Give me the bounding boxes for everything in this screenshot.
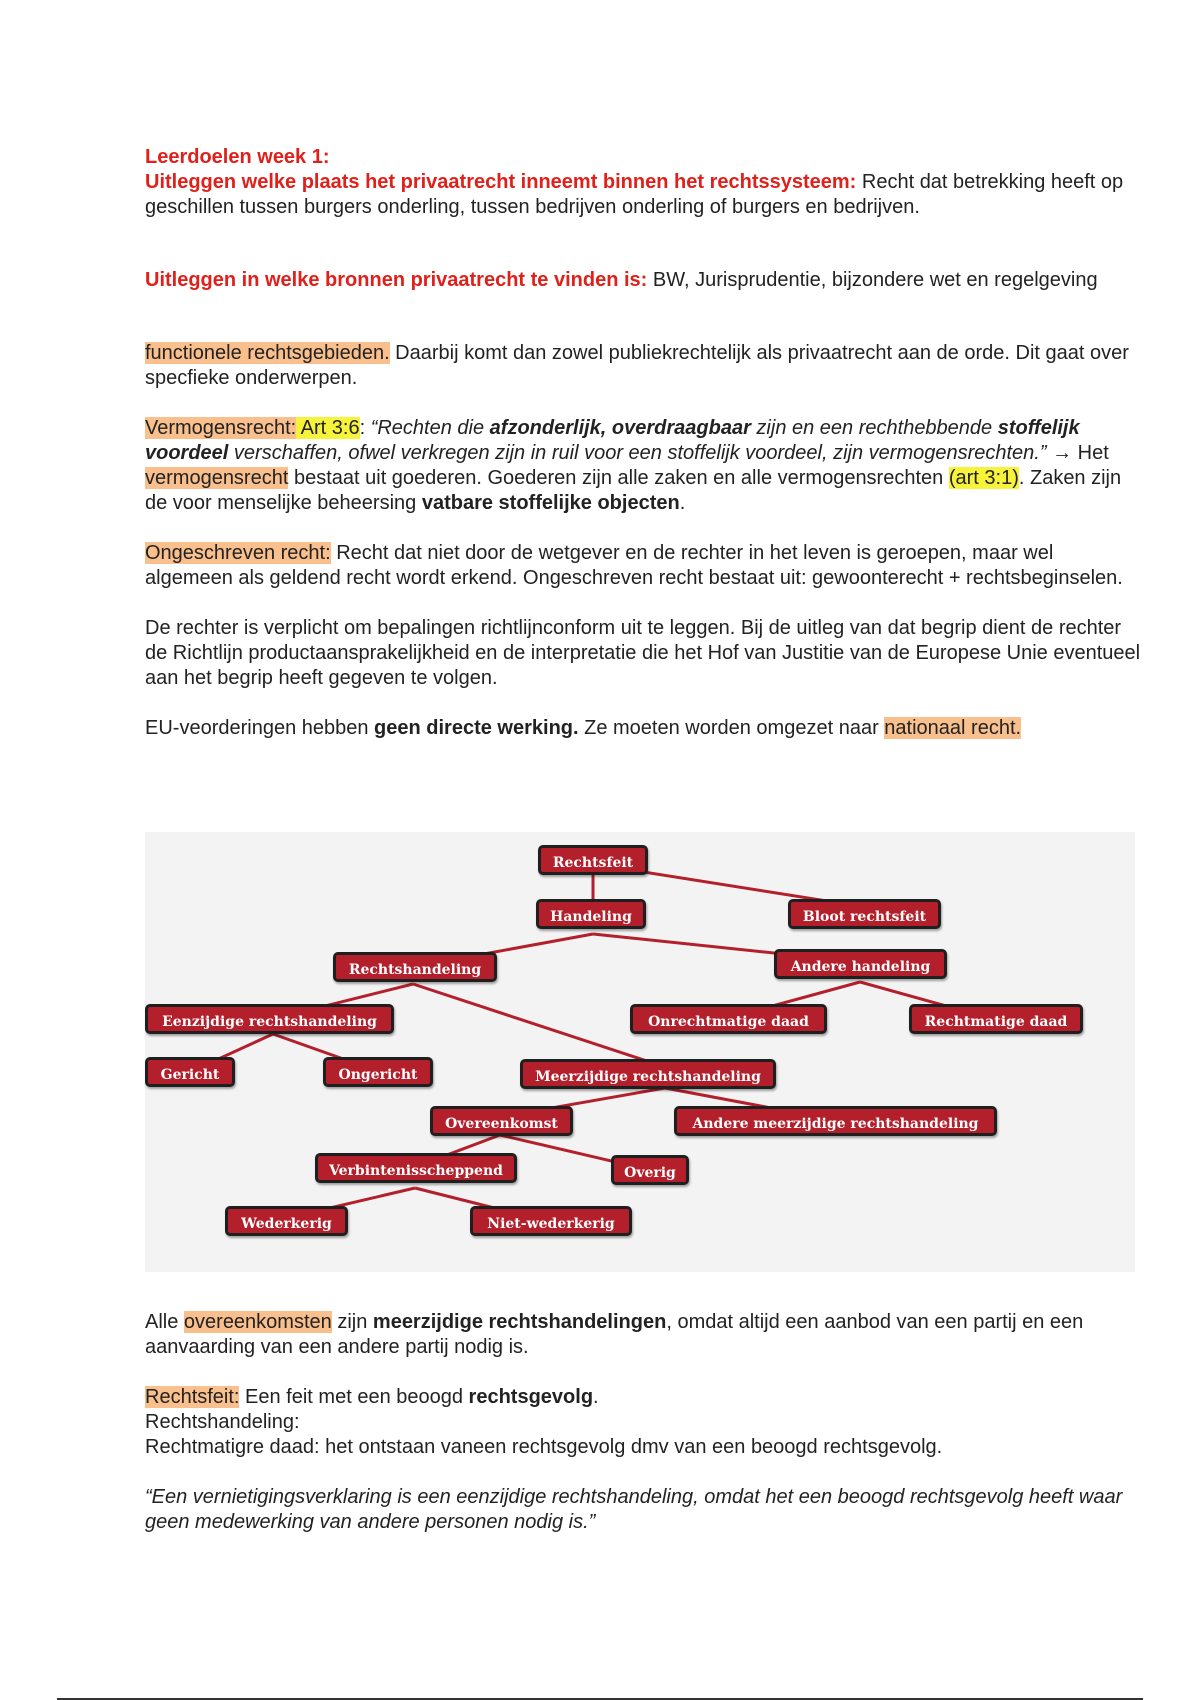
text: , omdat altijd een aanbod van een partij en een aanvaarding van een andere partij nodig is.: [145, 1311, 1084, 1358]
goal-1-heading: Uitleggen welke plaats het privaatrecht inneemt binnen het rechtssysteem:: [145, 171, 857, 193]
agreements-bold: meerzijdige rechtshandelingen: [372, 1311, 667, 1333]
connector: [413, 984, 665, 1067]
judge-paragraph: De rechter is verplicht om bepalingen richtlijnconform uit te leggen. Bij de uitleg van dat begrip dient de rechter de Richtlijn productaansprakelijkheid en de interpretatie die het Hof van Justitie van de Europese Unie eventueel aan het begrip heeft gegeven te volgen.: [145, 617, 1141, 689]
lower-section: [145, 1310, 1145, 1535]
colon: :: [359, 417, 371, 439]
vermogen-bold: vatbare stoffelijke objecten: [421, 492, 680, 514]
vermogen-term: Vermogensrecht:: [145, 417, 297, 439]
eu-paragraph: [145, 716, 1145, 741]
rechtsfeit-term: Rechtsfeit:: [145, 1386, 240, 1408]
legal-facts-diagram: [145, 832, 1135, 1272]
node-wederkerig: Wederkerig: [225, 1206, 348, 1236]
agreements-paragraph: [145, 1310, 1145, 1360]
text: zijn: [331, 1311, 373, 1333]
quote-part: verschaffen, ofwel verkregen zijn in ruil voor een stoffelijk voordeel, zijn vermogensrechten.”: [228, 442, 1047, 464]
eu-text: EU-veorderingen hebben: [145, 717, 375, 739]
period: .: [593, 1386, 599, 1408]
rechtshandeling-line: Rechtshandeling:: [145, 1411, 300, 1433]
node-overig: Overig: [611, 1155, 689, 1185]
node-andere-meerzijdige: Andere meerzijdige rechtshandeling: [674, 1106, 997, 1136]
functional-text: Daarbij komt dan zowel publiekrechtelijk als privaatrecht aan de orde. Dit gaat over specfieke onderwerpen.: [145, 342, 1129, 389]
unwritten-term: Ongeschreven recht:: [145, 542, 331, 564]
node-gericht: Gericht: [145, 1057, 235, 1087]
node-overeenkomst: Overeenkomst: [430, 1106, 573, 1136]
quote-bold: afzonderlijk, overdraagbaar: [489, 417, 751, 439]
vermogen-text: bestaat uit goederen. Goederen zijn alle zaken en alle vermogensrechten: [288, 467, 949, 489]
vermogen-paragraph: [145, 416, 1145, 516]
learning-goals-title: Leerdoelen week 1:: [145, 146, 330, 168]
eu-text: Ze moeten worden omgezet naar: [578, 717, 885, 739]
goal-1-text: Recht dat betrekking heeft op geschillen tussen burgers onderling, tussen bedrijven onderling of burgers en bedrijven.: [145, 171, 1124, 218]
article-3-1: (art 3:1): [948, 467, 1019, 489]
node-rechtsfeit: Rechtsfeit: [538, 845, 648, 875]
eu-bold: geen directe werking.: [374, 717, 579, 739]
text: Een feit met een beoogd: [239, 1386, 469, 1408]
node-rechtshandeling: Rechtshandeling: [333, 952, 497, 982]
unwritten-paragraph: [145, 541, 1145, 591]
eu-term: nationaal recht.: [884, 717, 1022, 739]
node-eenzijdige: Eenzijdige rechtshandeling: [145, 1004, 394, 1034]
node-handeling: Handeling: [536, 899, 646, 929]
rechtsfeit-line: [145, 1385, 1145, 1410]
agreements-term: overeenkomsten: [183, 1311, 332, 1333]
goal-2-text: BW, Jurisprudentie, bijzondere wet en regelgeving: [647, 269, 1098, 291]
quote-text: “Een vernietigingsverklaring is een eenzijdige rechtshandeling, omdat het een beoogd rechtsgevolg heeft waar geen medewerking van andere personen nodig is.”: [145, 1486, 1123, 1533]
node-meerzijdige: Meerzijdige rechtshandeling: [520, 1059, 776, 1089]
node-rechtmatige-daad: Rechtmatige daad: [909, 1004, 1083, 1034]
node-niet-wederkerig: Niet-wederkerig: [470, 1206, 632, 1236]
goal-1: [145, 170, 1145, 220]
quote-part: “Rechten die: [370, 417, 490, 439]
quote-bold: stoffelijk voordeel: [145, 417, 1080, 464]
rechtmatige-daad-line: Rechtmatigre daad: het ontstaan vaneen rechtsgevolg dmv van een beoogd rechtsgevolg.: [145, 1436, 943, 1458]
node-verbintenisscheppend: Verbintenisscheppend: [315, 1153, 517, 1183]
document-body: [145, 145, 1145, 741]
node-ongericht: Ongericht: [323, 1057, 433, 1087]
text: Alle: [145, 1311, 184, 1333]
vermogen-article: Art 3:6: [296, 417, 360, 439]
vermogen-term-2: vermogensrecht: [145, 467, 289, 489]
goal-2: [145, 268, 1145, 293]
functional-paragraph: [145, 341, 1145, 391]
period: .: [679, 492, 686, 514]
arrow-text: → Het: [1046, 442, 1109, 464]
unwritten-text: Recht dat niet door de wetgever en de rechter in het leven is geroepen, maar wel algemeen als geldend recht wordt erkend. Ongeschreven recht bestaat uit: gewoonterecht + rechtsbeginselen.: [145, 542, 1123, 589]
node-bloot-rechtsfeit: Bloot rechtsfeit: [788, 899, 941, 929]
node-onrechtmatige-daad: Onrechtmatige daad: [630, 1004, 827, 1034]
node-andere-handeling: Andere handeling: [774, 949, 947, 979]
goal-2-heading: Uitleggen in welke bronnen privaatrecht te vinden is:: [145, 269, 648, 291]
vernietiging-quote: [145, 1485, 1145, 1535]
functional-term: functionele rechtsgebieden.: [145, 342, 390, 364]
vermogen-text: . Zaken zijn de voor menselijke beheersing: [145, 467, 1122, 514]
quote-part: zijn en een rechthebbende: [750, 417, 998, 439]
rechtsfeit-bold: rechtsgevolg: [468, 1386, 594, 1408]
